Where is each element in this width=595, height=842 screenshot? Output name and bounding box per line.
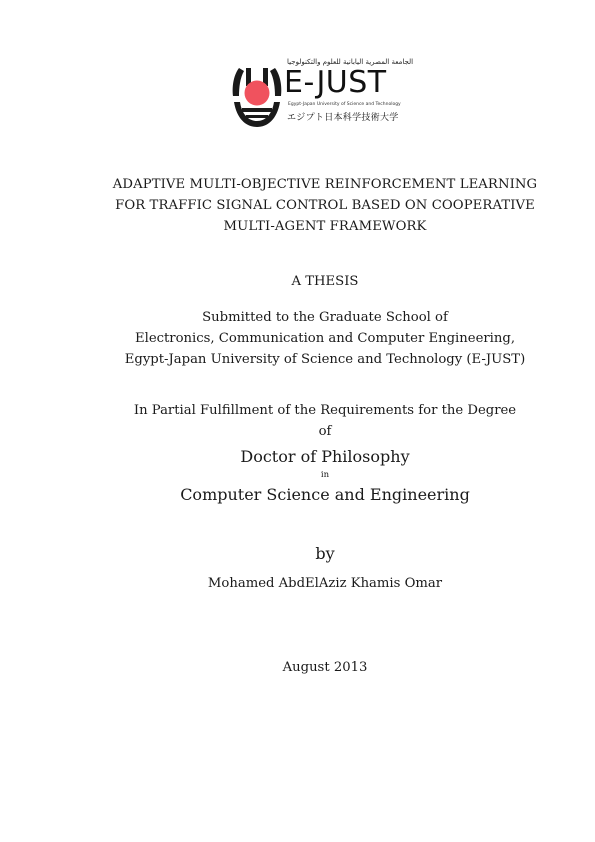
thesis-title-line: ADAPTIVE MULTI-OBJECTIVE REINFORCEMENT LEARNING (112, 177, 538, 192)
author-name: Mohamed AbdElAziz Khamis Omar (207, 576, 443, 591)
fulfillment-line: In Partial Fulfillment of the Requirements for the Degree (133, 403, 517, 418)
submission-line: Egypt-Japan University of Science and Technology (E-JUST) (124, 352, 526, 367)
logo-japanese-name: エジプト日本科学技術大学 (287, 113, 399, 123)
university-logo (231, 58, 414, 130)
thesis-title-line: FOR TRAFFIC SIGNAL CONTROL BASED ON COOPERATIVE (115, 198, 535, 213)
author-by: by (315, 544, 335, 563)
submission-line: Submitted to the Graduate School of (202, 310, 448, 325)
e-just-emblem-icon (231, 62, 283, 128)
thesis-label: A THESIS (291, 274, 359, 289)
submission-date: August 2013 (282, 660, 368, 675)
degree-field: Computer Science and Engineering (180, 485, 470, 504)
logo-wordmark: E-JUST (284, 65, 387, 100)
fulfillment-in: in (320, 470, 330, 480)
logo-english-name: Egypt-Japan University of Science and Technology (288, 102, 401, 107)
thesis-title-line: MULTI-AGENT FRAMEWORK (223, 219, 427, 234)
submission-line: Electronics, Communication and Computer Engineering, (134, 331, 516, 346)
degree-name: Doctor of Philosophy (240, 447, 410, 466)
logo-arabic-name: الجامعة المصرية اليابانية للعلوم والتكنولوجيا (287, 58, 414, 66)
fulfillment-of: of (318, 424, 332, 439)
